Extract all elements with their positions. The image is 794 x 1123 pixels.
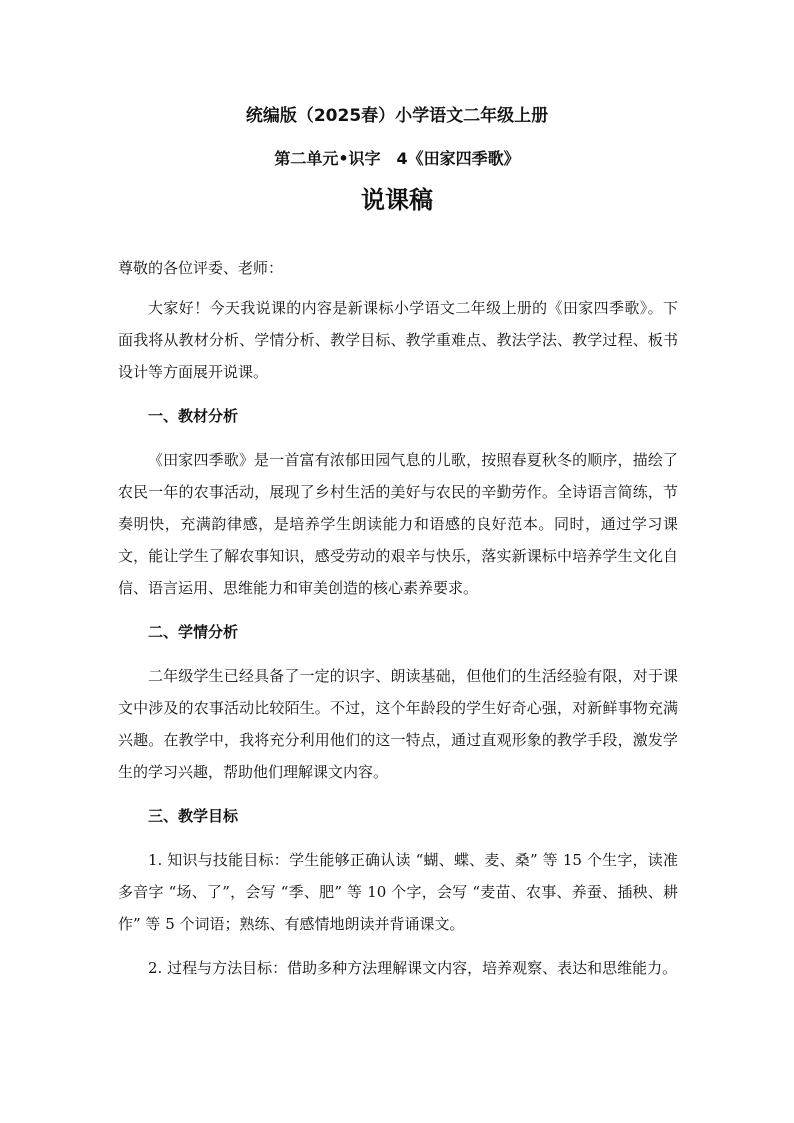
section-heading-student-analysis: 二、学情分析 [148,623,239,641]
goal-process-methods: 2. 过程与方法目标：借助多种方法理解课文内容，培养观察、表达和思维能力。 [148,959,678,977]
student-analysis-paragraph: 二年级学生已经具备了一定的识字、朗读基础，但他们的生活经验有限，对于课文中涉及的农事活动比较陌生。不过，这个年龄段的学生好奇心强，对新鲜事物充满兴趣。在教学中，我将充分利用他们的这一特点，通过直观形象的教学手段，激发学生的学习兴趣，帮助他们理解课文内容。 [118,667,678,781]
document-title-line2: 第二单元•识字 4《田家四季歌》 [274,149,520,168]
textbook-analysis-paragraph: 《田家四季歌》是一首富有浓郁田园气息的儿歌，按照春夏秋冬的顺序，描绘了农民一年的农事活动，展现了乡村生活的美好与农民的辛勤劳作。全诗语言简练，节奏明快，充满韵律感，是培养学生朗读能力和语感的良好范本。同时，通过学习课文，能让学生了解农事知识，感受劳动的艰辛与快乐，落实新课标中培养学生文化自信、语言运用、思维能力和审美创造的核心素养要求。 [118,451,678,597]
document-main-title: 说课稿 [361,186,433,214]
greeting: 尊敬的各位评委、老师： [118,259,284,277]
document-title-line1: 统编版（2025春）小学语文二年级上册 [245,106,549,126]
document-body [118,252,678,996]
section-heading-teaching-goals: 三、教学目标 [148,807,239,825]
section-heading-textbook-analysis: 一、教材分析 [148,407,239,425]
intro-paragraph: 大家好！今天我说课的内容是新课标小学语文二年级上册的《田家四季歌》。下面我将从教材分析、学情分析、教学目标、教学重难点、教法学法、教学过程、板书设计等方面展开说课。 [118,299,678,381]
goal-knowledge-skills: 1. 知识与技能目标：学生能够正确认读 “蝴、蝶、麦、桑” 等 15 个生字，读准多音字 “场、了”，会写 “季、肥” 等 10 个字，会写 “麦苗、农事、养蚕、插秧、耕作” 等 5 个词语；熟练、有感情地朗读并背诵课文。 [118,851,678,933]
